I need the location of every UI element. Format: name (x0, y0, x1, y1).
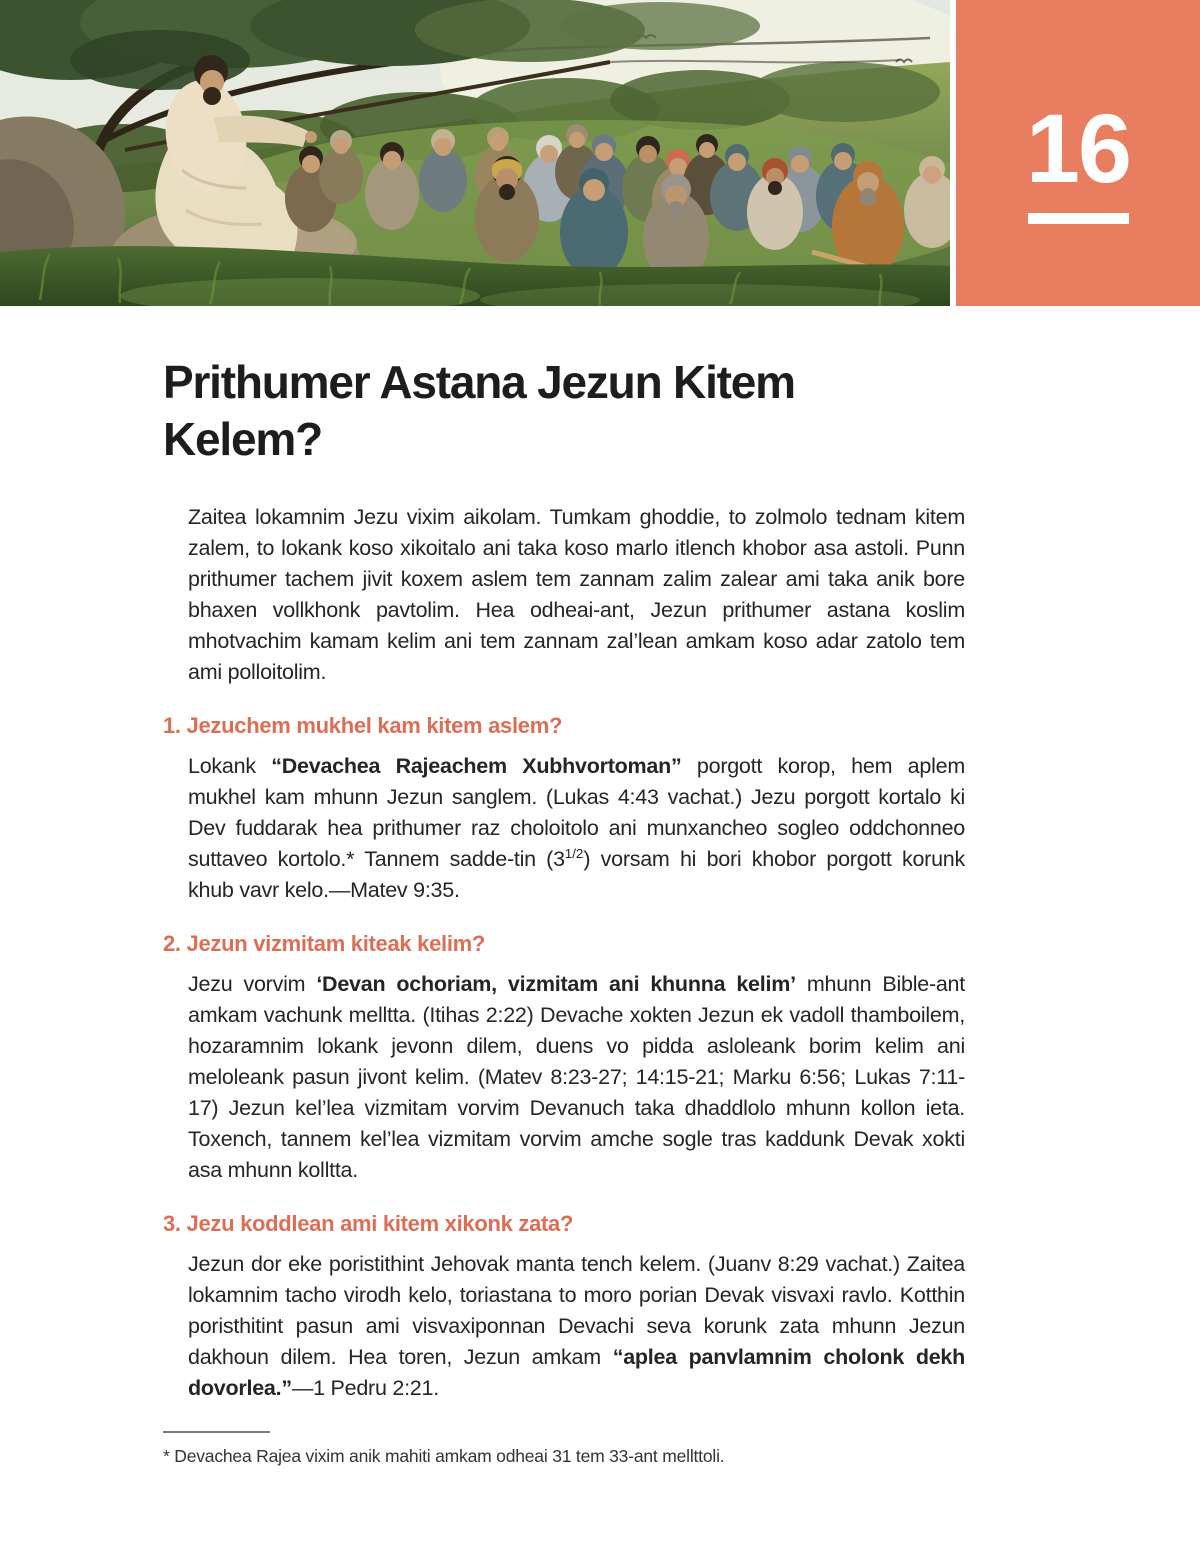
chapter-underline (1028, 213, 1129, 224)
chapter-box (956, 0, 1200, 306)
header-photo-frame (0, 0, 950, 306)
chapter-number: 16 (1026, 94, 1130, 203)
intro-paragraph: Zaitea lokamnim Jezu vixim aikolam. Tumkam ghoddie, to zolmolo tednam kitem zalem, to lokank koso xikoitalo ani taka koso marlo itlench khobor asa astoli. Punn prithumer tachem jivit koxem aslem tem zannam zalim zalear ami taka anik bore bhaxen vollkhonk pavtolim. Hea odheai-ant, Jezun prithumer astana koslim mhotvachim kamam kelim ani tem zannam zal’lean amkam koso adar zatolo tem ami polloitolim. (188, 505, 965, 685)
question-paragraph-3: Jezun dor eke poristithint Jehovak manta tench kelem. (Juanv 8:29 vachat.) Zaitea lokamnim tacho virodh kelo, toriastana to moro porian Devak visvaxi ravlo. Kotthin poristhitint pasun ami visvaxiponnan Devachi seva korunk zata mhunn Jezun dakhoun dilem. Hea toren, Jezun amkam “aplea panvlamnim cholonk dekh dovorlea.”—1 Pedru 2:21. (188, 1252, 965, 1401)
footnote-rule (163, 1431, 270, 1433)
question-heading-2: 2. Jezun vizmitam kiteak kelim? (163, 931, 486, 957)
question-heading-1: 1. Jezuchem mukhel kam kitem aslem? (163, 713, 563, 739)
page-banner (0, 0, 1200, 306)
question-heading-3: 3. Jezu koddlean ami kitem xikonk zata? (163, 1211, 574, 1237)
question-paragraph-2: Jezu vorvim ‘Devan ochoriam, vizmitam ani khunna kelim’ mhunn Bible-ant amkam vachunk melltta. (Itihas 2:22) Devache xokten Jezun ek vadoll thamboilem, hozaramnim lokank jevonn dilem, duens vo pidda asloleank borim kelim ani meloleank pasun jivont kelim. (Matev 8:23-27; 14:15-21; Marku 6:56; Lukas 7:11-17) Jezun kel’lea vizmitam vorvim Devanuch taka dhaddlolo mhunn kollon ieta. Toxench, tannem kel’lea vizmitam vorvim amche sogle tras kaddunk Devak xokti asa mhunn kolltta. (188, 972, 965, 1183)
footnote-text: * Devachea Rajea vixim anik mahiti amkam odheai 31 tem 33-ant mellttoli. (163, 1446, 725, 1467)
lesson-content (163, 354, 965, 1468)
page-title (163, 354, 965, 468)
page-title-line1: Prithumer Astana Jezun Kitem (163, 356, 795, 408)
question-paragraph-1: Lokank “Devachea Rajeachem Xubhvortoman” porgott korop, hem aplem mukhel kam mhunn Jezun sanglem. (Lukas 4:43 vachat.) Jezu porgott kortalo ki Dev fuddarak hea prithumer raz choloitolo ani munxancheo sogleo oddchonneo suttaveo kortolo.* Tannem sadde-tin $(3^{1/2})$ vorsam hi bori khobor porgott korunk khub vavr kelo.—Matev 9:35. (188, 754, 965, 903)
header-photo (0, 0, 950, 306)
page-title-line2: Kelem? (163, 413, 322, 466)
